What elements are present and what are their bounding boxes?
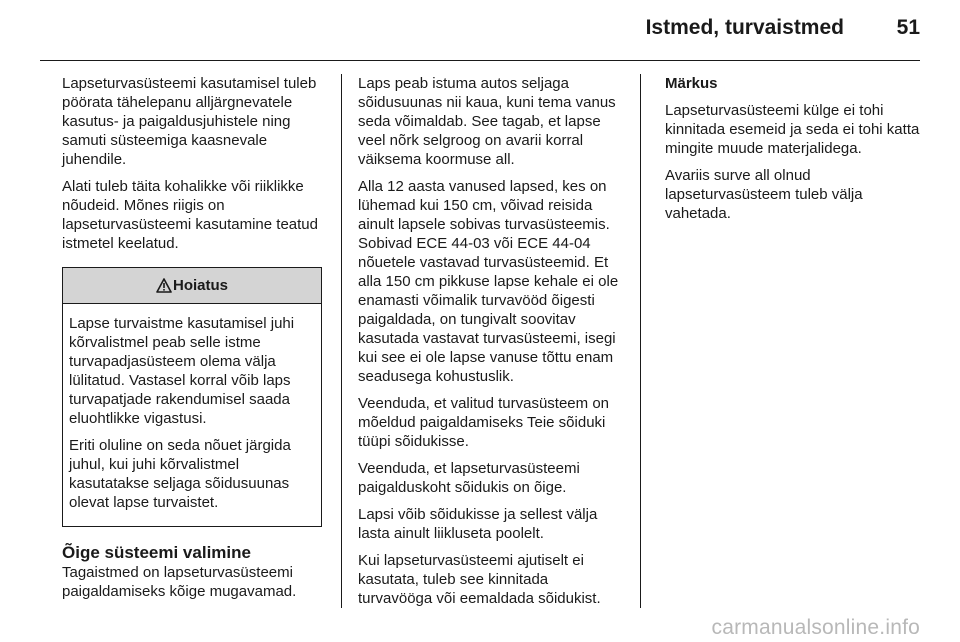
column-1 <box>62 74 324 609</box>
note-title: Märkus <box>665 75 718 92</box>
paragraph: Veenduda, et lapseturvasüsteemi paigalduskoht sõidukis on õige. <box>358 460 580 496</box>
column-divider-2 <box>640 74 641 608</box>
paragraph: Lapsi võib sõidukisse ja sellest välja lasta ainult liikluseta poolelt. <box>358 506 598 542</box>
paragraph: Veenduda, et valitud turvasüsteem on mõeldud paigaldamiseks Teie sõiduki tüüpi sõidukisse. <box>358 395 610 450</box>
column-divider-1 <box>341 74 342 608</box>
page-number: 51 <box>896 16 920 39</box>
warning-body <box>63 304 321 526</box>
column-2 <box>358 74 626 616</box>
column-3 <box>665 74 925 231</box>
paragraph: Alla 12 aasta vanused lapsed, kes on lühemad kui 150 cm, võivad reisida ainult lapsele sobivas turvasüsteemis. Sobivad ECE 44-03 või ECE 44-04 nõuetele vastavad turvasüsteemid. Et alla 150 cm pikkuse lapse kehale ei ole enamasti võimalik turvavööd õigesti paigaldada, on tungivalt soovitav kasutada vastavat turvasüsteemi, isegi kui see ei ole lapse vanuse tõttu enam seadusega kohustuslik. <box>358 178 619 385</box>
warning-paragraph: Lapse turvaistme kasutamisel juhi kõrvalistmel peab selle istme turvapadjasüsteem olema välja lülitatud. Vastasel korral võib laps turvapatjade rakendumisel saada eluohtlikke vigastusi. <box>69 315 295 427</box>
section-title: Õige süsteemi valimine <box>62 543 251 562</box>
paragraph: Kui lapseturvasüsteemi ajutiselt ei kasutata, tuleb see kinnitada turvavööga või eemaldada sõidukist. <box>358 552 601 607</box>
section-text: Tagaistmed on lapseturvasüsteemi paigaldamiseks kõige mugavamad. <box>62 564 297 600</box>
warning-header <box>63 268 321 304</box>
paragraph: Lapseturvasüsteemi kasutamisel tuleb pöörata tähelepanu alljärgnevatele kasutus- ja paigaldusjuhistele ning samuti süsteemiga kaasnevale juhendile. <box>62 75 317 168</box>
paragraph: Laps peab istuma autos seljaga sõidusuunas nii kaua, kuni tema vanus seda võimaldab. See tagab, et lapse veel nõrk selgroog on avarii korral väiksema koormuse all. <box>358 75 616 168</box>
note-paragraph: Lapseturvasüsteemi külge ei tohi kinnitada esemeid ja seda ei tohi katta mingite muude materjalidega. <box>665 102 920 157</box>
warning-paragraph: Eriti oluline on seda nõuet järgida juhul, kui juhi kõrvalistmel kasutatakse seljaga sõidusuunas olevat lapse turvaistet. <box>69 437 291 511</box>
page-header <box>0 0 960 60</box>
warning-title: Hoiatus <box>172 277 228 294</box>
header-divider <box>40 60 920 61</box>
warning-triangle-icon <box>156 278 172 293</box>
watermark: carmanualsonline.info <box>711 616 920 639</box>
warning-box <box>62 267 322 527</box>
page-title: Istmed, turvaistmed <box>645 16 844 39</box>
paragraph: Alati tuleb täita kohalikke või riiklikke nõudeid. Mõnes riigis on lapseturvasüsteemi kasutamine teatud istmetel keelatud. <box>62 178 318 252</box>
note-paragraph: Avariis surve all olnud lapseturvasüsteem tuleb välja vahetada. <box>665 167 863 222</box>
